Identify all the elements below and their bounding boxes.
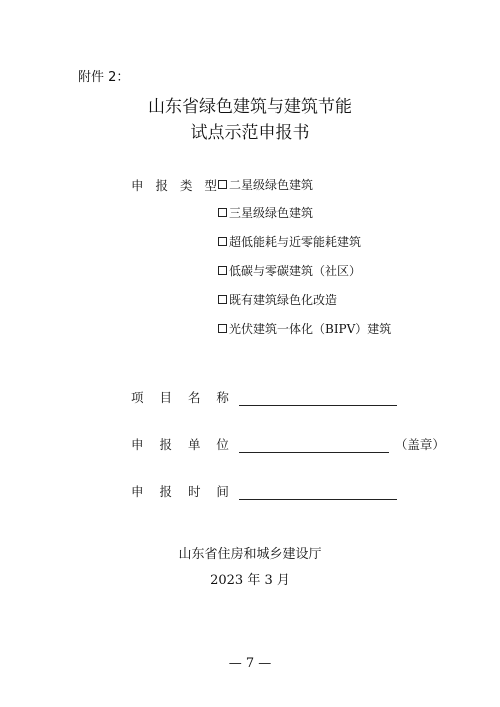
checkbox-icon[interactable] bbox=[218, 324, 227, 333]
option-label: 二星级绿色建筑 bbox=[229, 178, 314, 192]
applicant-unit-label: 申 报 单 位 bbox=[131, 437, 235, 452]
application-time-input[interactable] bbox=[239, 485, 397, 500]
project-name-label: 项 目 名 称 bbox=[131, 390, 235, 405]
application-time-label: 申 报 时 间 bbox=[131, 484, 235, 499]
option-two-star[interactable] bbox=[218, 176, 313, 193]
document-title-line1: 山东省绿色建筑与建筑节能 bbox=[148, 97, 352, 117]
issue-date: 2023 年 3 月 bbox=[210, 573, 290, 588]
applicant-unit-input[interactable] bbox=[239, 438, 389, 453]
option-label: 超低能耗与近零能耗建筑 bbox=[229, 235, 362, 249]
option-label: 低碳与零碳建筑（社区） bbox=[229, 264, 362, 278]
project-name-input[interactable] bbox=[239, 391, 397, 406]
option-three-star[interactable] bbox=[218, 204, 313, 221]
option-label: 既有建筑绿色化改造 bbox=[229, 293, 338, 307]
checkbox-icon[interactable] bbox=[218, 237, 227, 246]
checkbox-icon[interactable] bbox=[218, 180, 227, 189]
option-bipv[interactable] bbox=[218, 320, 391, 337]
attachment-label: 附件 2： bbox=[78, 70, 130, 85]
option-label: 三星级绿色建筑 bbox=[229, 206, 314, 220]
page-number: — 7 — bbox=[228, 656, 272, 671]
document-title-line2: 试点示范申报书 bbox=[190, 123, 310, 143]
checkbox-icon[interactable] bbox=[218, 208, 227, 217]
checkbox-icon[interactable] bbox=[218, 295, 227, 304]
applicant-unit-row bbox=[131, 435, 445, 453]
issuer: 山东省住房和城乡建设厅 bbox=[178, 547, 322, 562]
checkbox-icon[interactable] bbox=[218, 266, 227, 275]
option-low-carbon[interactable] bbox=[218, 262, 361, 279]
option-label: 光伏建筑一体化（BIPV）建筑 bbox=[229, 322, 392, 336]
option-ultra-low-energy[interactable] bbox=[218, 233, 361, 250]
option-retrofit[interactable] bbox=[218, 291, 337, 308]
project-name-row bbox=[131, 388, 397, 406]
application-time-row bbox=[131, 482, 397, 500]
application-type-label: 申 报 类 型 bbox=[131, 178, 221, 193]
seal-note: （盖章） bbox=[394, 437, 445, 452]
